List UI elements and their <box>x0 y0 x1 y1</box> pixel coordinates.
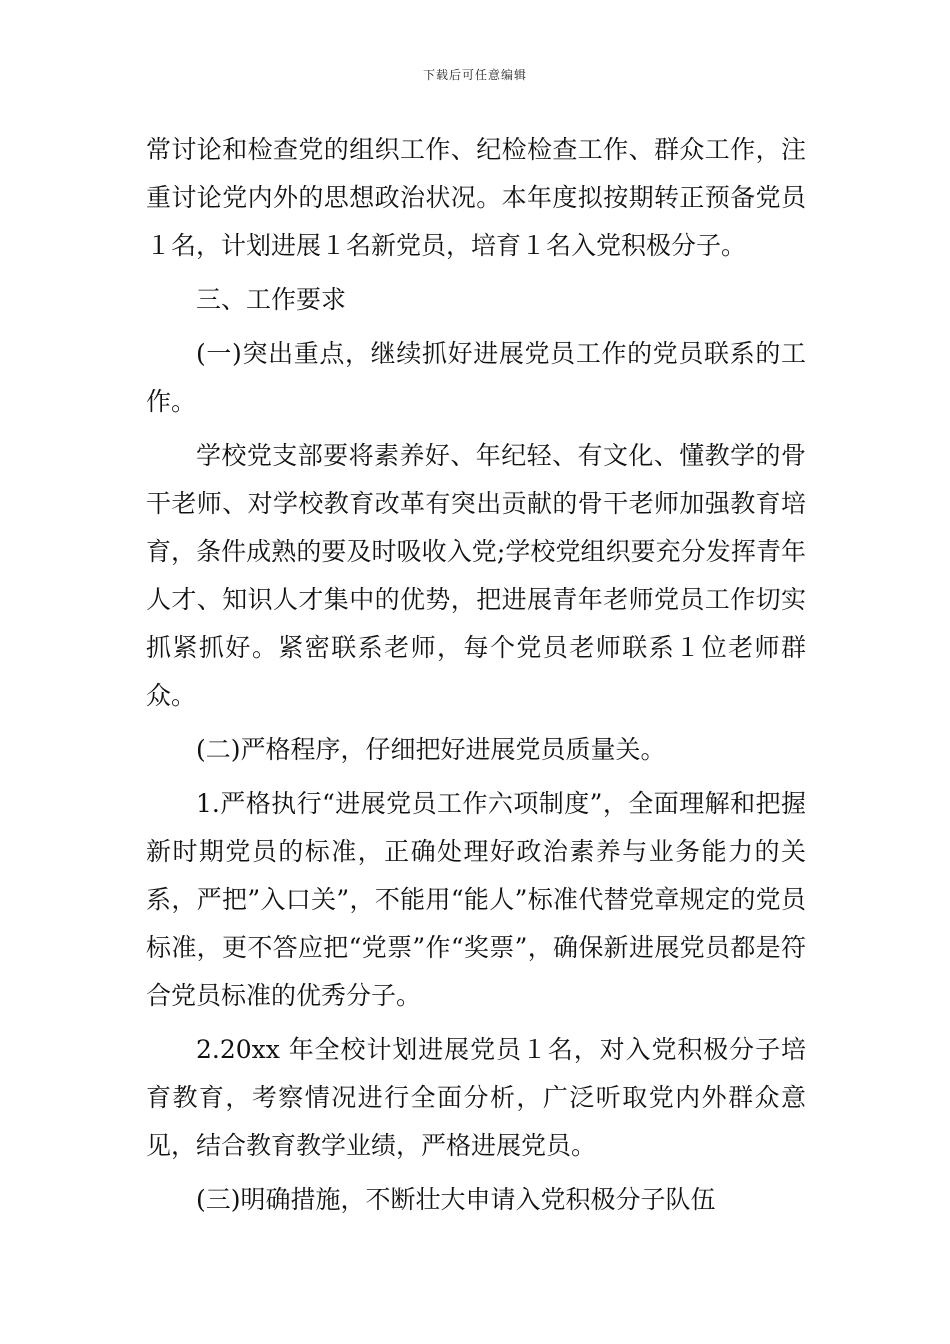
paragraph-party-branch: 学校党支部要将素养好、年纪轻、有文化、懂教学的骨干老师、对学校教育改革有突出贡献的骨干老师加强教育培育，条件成熟的要及时吸收入党;学校党组织要充分发挥青年人才、知识人才集中的优势，把进展青年老师党员工作切实抓紧抓好。紧密联系老师，每个党员老师联系１位老师群众。 <box>146 441 806 710</box>
document-body <box>146 126 806 1230</box>
paragraph-item-1: 1.严格执行“进展党员工作六项制度”，全面理解和把握新时期党员的标准，正确处理好政治素养与业务能力的关系，严把”入口关”，不能用“能人”标准代替党章规定的党员标准，更不答应把“党票”作“奖票”，确保新进展党员都是符合党员标准的优秀分子。 <box>146 789 806 1010</box>
paragraph-item-2: 2.20xx 年全校计划进展党员１名，对入党积极分子培育教育，考察情况进行全面分析，广泛听取党内外群众意见，结合教育教学业绩，严格进展党员。 <box>146 1035 806 1160</box>
subsection-heading-1: (一)突出重点，继续抓好进展党员工作的党员联系的工作。 <box>146 339 806 416</box>
section-heading-work-requirements: 三、工作要求 <box>196 285 347 314</box>
subsection-heading-2: (二)严格程序，仔细把好进展党员质量关。 <box>196 735 666 764</box>
page-header-note: 下载后可任意编辑 <box>422 68 527 82</box>
subsection-heading-3: (三)明确措施，不断壮大申请入党积极分子队伍 <box>196 1185 716 1214</box>
paragraph-continuation: 常讨论和检查党的组织工作、纪检检查工作、群众工作，注重讨论党内外的思想政治状况。本年度拟按期转正预备党员１名，计划进展１名新党员，培育１名入党积极分子。 <box>146 135 806 260</box>
